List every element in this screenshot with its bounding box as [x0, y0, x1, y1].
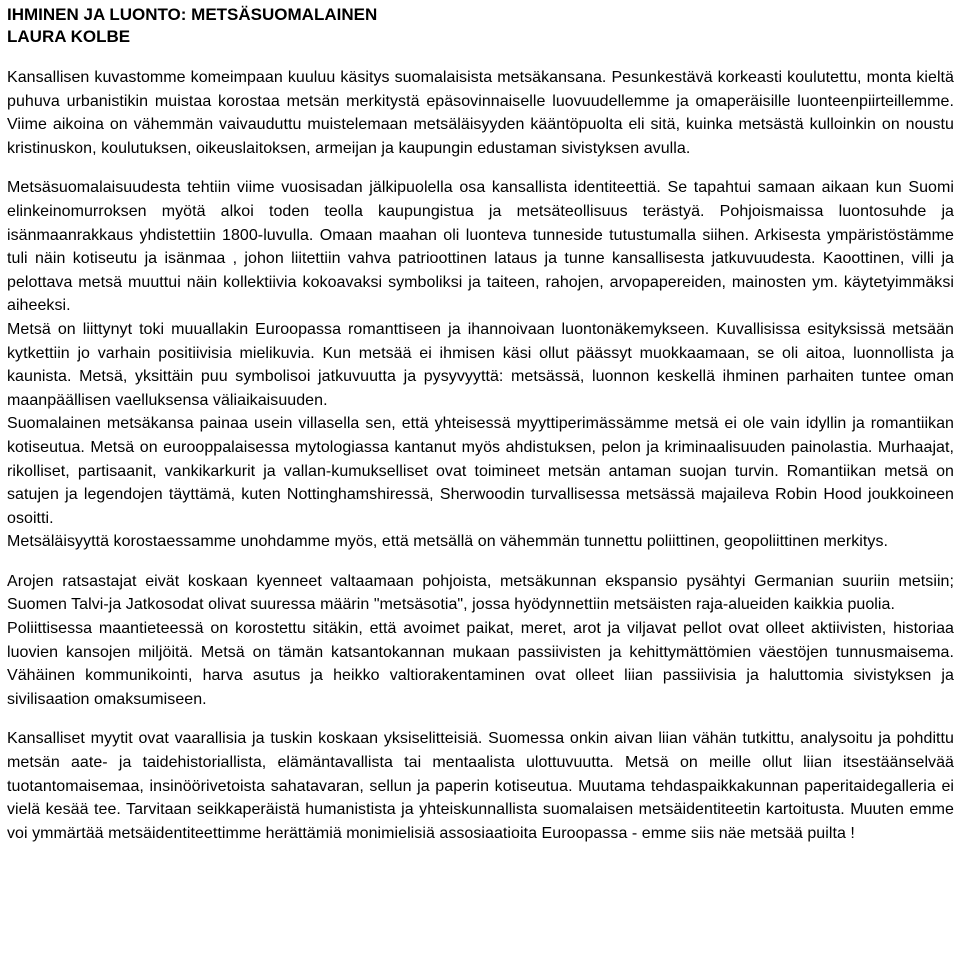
paragraph-geopolitics: Metsäläisyyttä korostaessamme unohdamme myös, että metsällä on vähemmän tunnettu poliittinen, geopoliittinen merkitys. [7, 533, 888, 551]
paragraph-intro: Kansallisen kuvastomme komeimpaan kuuluu käsitys suomalaisista metsäkansana. Pesunkestävä korkeasti koulutettu, monta kieltä puhuva urbanistikin muistaa korostaa metsän merkitystä epäsovinnaiselle luovuudellemme ja omaperäisille luonteenpiirteillemme. Viime aikoina on vähemmän vaivauduttu muistelemaan metsäläisyyden kääntöpuolta eli sitä, kuinka metsästä kulloinkin on noustu kristinuskon, koulutuksen, oikeuslaitoksen, armeijan ja kaupungin edustaman sivistyksen avulla. [7, 69, 954, 157]
document-title: IHMINEN JA LUONTO: METSÄSUOMALAINEN [7, 5, 378, 24]
spacer [7, 554, 954, 570]
paragraph-wars: Arojen ratsastajat eivät koskaan kyenneet valtaamaan pohjoista, metsäkunnan ekspansio pysähtyi Germanian suuriin metsiin; Suomen Talvi-ja Jatkosodat olivat suuressa määrin "metsäsotia", jossa hyödynnettiin metsäisten raja-alueiden kaikkia puolia. [7, 572, 954, 614]
paragraph-identity: Metsäsuomalaisuudesta tehtiin viime vuosisadan jälkipuolella osa kansallista identiteettiä. Se tapahtui samaan aikaan kun Suomi elinkeinomurroksen myötä alkoi toden teolla kaupungistua ja metsäteollisuus terästyä. Pohjoismaissa luontosuhde ja isänmaanrakkaus yhdistettiin 1800-luvulla. Omaan maahan oli luonteva tunneside tutustumalla siihen. Arkisesta ympäristöstämme tuli näin kotiseutu ja isänmaa , johon liitettiin vahva patrioottinen lataus ja tunne kansallisesta jatkuvuudesta. Kaoottinen, villi ja pelottava metsä muuttui näin kollektiivia kokoavaksi symboliksi ja taiteen, rahojen, arvopapereiden, mainosten ym. käytetyimmäksi aiheeksi. [7, 179, 954, 315]
paragraph-political-geography: Poliittisessa maantieteessä on korostettu sitäkin, että avoimet paikat, meret, arot ja viljavat pellot ovat olleet aktiivisten, historiaa luovien kansojen miljöitä. Metsä on tämän katsantokannan mukaan passiivisten ja kehittymättömien väestöjen tunnusmaisema. Vähäinen kommunikointi, harva asutus ja heikko valtiorakentaminen ovat olleet liian passiivisia ja haluttomia sivistyksen ja sivilisaation omaksumiseen. [7, 620, 954, 708]
spacer [7, 711, 954, 727]
document-author: LAURA KOLBE [7, 27, 131, 46]
paragraph-europe: Metsä on liittynyt toki muuallakin Euroopassa romanttiseen ja ihannoivaan luontonäkemykseen. Kuvallisissa esityksissä metsään kytkettiin jo varhain positiivisia mielikuvia. Kun metsää ei ihmisen käsi ollut päässyt muokkaamaan, se oli aitoa, luonnollista ja kaunista. Metsä, yksittäin puu symbolisoi jatkuvuutta ja pysyvyyttä: metsässä, luonnon keskellä ihminen parhaiten tuntee oman maanpäällisen vaelluksensa väliaikaisuuden. [7, 320, 954, 409]
paragraph-mythology: Suomalainen metsäkansa painaa usein villasella sen, että yhteisessä myyttiperimässämme metsä ei ole vain idyllin ja romantiikan kotiseutua. Metsä on eurooppalaisessa mytologiassa kantanut myös ahdistuksen, pelon ja kriminaalisuuden painolastia. Murhaajat, rikolliset, partisaanit, vankikarkurit ja vallan-kumukselliset ovat toimineet metsän antaman suojan turvin. Romantiikan metsä on satujen ja legendojen täyttämä, kuten Nottinghamshiressä, Sherwoodin turvallisessa metsässä majaileva Robin Hood joukkoineen osoitti. [7, 415, 954, 527]
spacer [7, 160, 954, 176]
spacer [7, 48, 954, 66]
paragraph-conclusion: Kansalliset myytit ovat vaarallisia ja tuskin koskaan yksiselitteisiä. Suomessa onkin aivan liian vähän tutkittu, analysoitu ja pohdittu metsän aate- ja taidehistoriallista, elämäntavallista tai mentaalista ulottuvuutta. Metsä on meille ollut liian itsestäänselvää tuotantomaisemaa, insinöörivetoista sahatavaran, sellun ja paperin kotiseutua. Muutama tehdaspaikkakunnan paperitaidegalleria ei vielä kesää tee. Tarvitaan seikkaperäistä humanistista ja yhteiskunnallista suomalaisen metsäidentiteetin kartoitusta. Muuten emme voi ymmärtää metsäidentiteettimme herättämiä monimielisiä assosiaatioita Euroopassa - emme siis näe metsää puilta ! [7, 730, 954, 842]
document-page [7, 4, 954, 845]
